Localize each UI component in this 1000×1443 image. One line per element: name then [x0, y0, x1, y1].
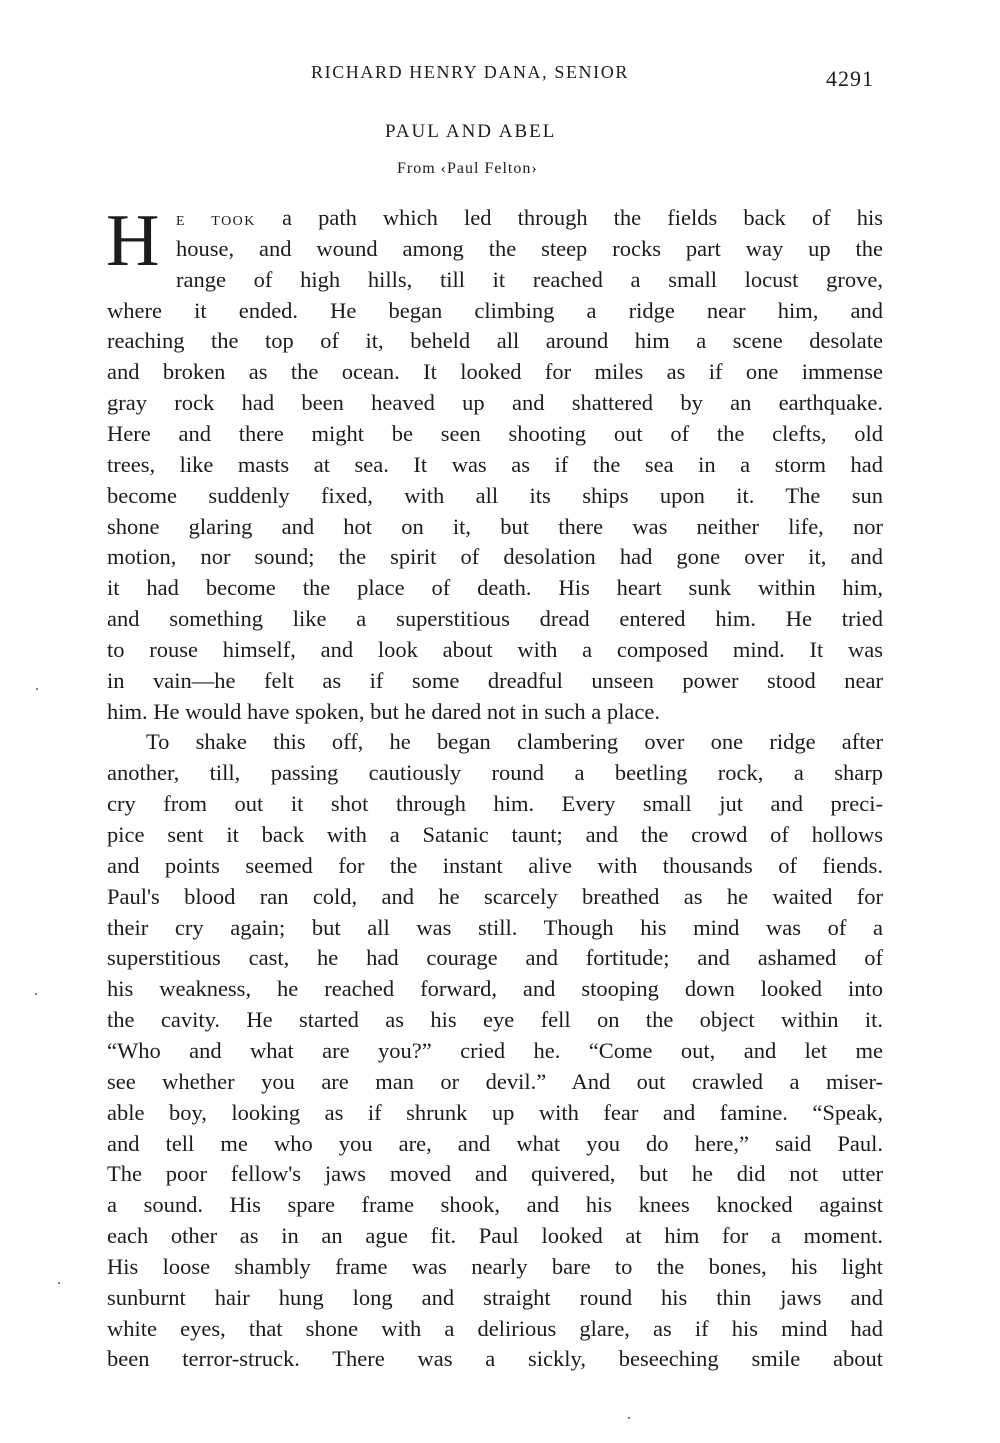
text-line: gray rock had been heaved up and shattered by an earthquake. [107, 390, 883, 416]
text-line: white eyes, that shone with a delirious glare, as if his mind had [107, 1315, 883, 1341]
text-line: superstitious cast, he had courage and fortitude; and ashamed of [107, 945, 883, 971]
text-line: his weakness, he reached forward, and stooping down looked into [107, 976, 883, 1002]
margin-speck [36, 688, 38, 690]
margin-speck [628, 1417, 630, 1419]
text-line: it had become the place of death. His heart sunk within him, [107, 575, 883, 601]
text-line: become suddenly fixed, with all its ships upon it. The sun [107, 482, 883, 508]
text-line: and something like a superstitious dread entered him. He tried [107, 606, 883, 632]
text-line: another, till, passing cautiously round a beetling rock, a sharp [107, 760, 883, 786]
text-line: him. He would have spoken, but he dared not in such a place. [107, 698, 660, 724]
text-line: range of high hills, till it reached a small locust grove, [176, 266, 883, 292]
text-line: Paul's blood ran cold, and he scarcely breathed as he waited for [107, 883, 883, 909]
text-line: their cry again; but all was still. Though his mind was of a [107, 914, 883, 940]
text-line: The poor fellow's jaws moved and quivered, but he did not utter [107, 1161, 883, 1187]
text-line: the cavity. He started as his eye fell on the object within it. [107, 1007, 883, 1033]
text-line: cry from out it shot through him. Every small jut and preci- [107, 791, 883, 817]
text-line: trees, like masts at sea. It was as if the sea in a storm had [107, 451, 883, 477]
text-line: pice sent it back with a Satanic taunt; and the crowd of hollows [107, 822, 883, 847]
text-line: and broken as the ocean. It looked for miles as if one immense [107, 359, 883, 385]
text-line: To shake this off, he began clambering over one ridge after [146, 729, 883, 755]
drop-cap: H [106, 200, 160, 282]
text-line: where it ended. He began climbing a ridge near him, and [107, 297, 883, 323]
source-line: From ‹Paul Felton› [397, 160, 538, 177]
text-line: “Who and what are you?” cried he. “Come out, and let me [107, 1037, 883, 1063]
small-caps-word: E TOOK [176, 214, 256, 229]
text-line: been terror-struck. There was a sickly, beseeching smile about [107, 1346, 883, 1372]
text-line: each other as in an ague fit. Paul looked at him for a moment. [107, 1223, 883, 1249]
text-line: in vain—he felt as if some dreadful unseen power stood near [107, 667, 883, 693]
text-line: to rouse himself, and look about with a composed mind. It was [107, 636, 883, 662]
text-line: reaching the top of it, beheld all around him a scene desolate [107, 328, 883, 354]
text-line: able boy, looking as if shrunk up with fear and famine. “Speak, [107, 1099, 883, 1125]
margin-speck [58, 1282, 60, 1284]
text-line: motion, nor sound; the spirit of desolation had gone over it, and [107, 544, 883, 570]
text-line: house, and wound among the steep rocks part way up the [176, 235, 883, 261]
text-line: shone glaring and hot on it, but there was neither life, nor [107, 513, 883, 539]
text-line: and points seemed for the instant alive with thousands of fiends. [107, 852, 883, 878]
text-line: and tell me who you are, and what you do here,” said Paul. [107, 1130, 883, 1156]
text-line: Here and there might be seen shooting out of the clefts, old [107, 420, 883, 446]
article-title: PAUL AND ABEL [385, 121, 557, 142]
running-head: RICHARD HENRY DANA, SENIOR [311, 62, 629, 82]
text-line [176, 202, 883, 233]
text-line: a sound. His spare frame shook, and his knees knocked against [107, 1192, 883, 1218]
first-line-text: a path which led through the fields back of his [255, 205, 883, 230]
margin-speck [35, 993, 37, 995]
text-line: see whether you are man or devil.” And out crawled a miser- [107, 1068, 883, 1094]
page-number: 4291 [826, 66, 874, 91]
text-line: His loose shambly frame was nearly bare to the bones, his light [107, 1253, 883, 1279]
text-line: sunburnt hair hung long and straight round his thin jaws and [107, 1284, 883, 1310]
